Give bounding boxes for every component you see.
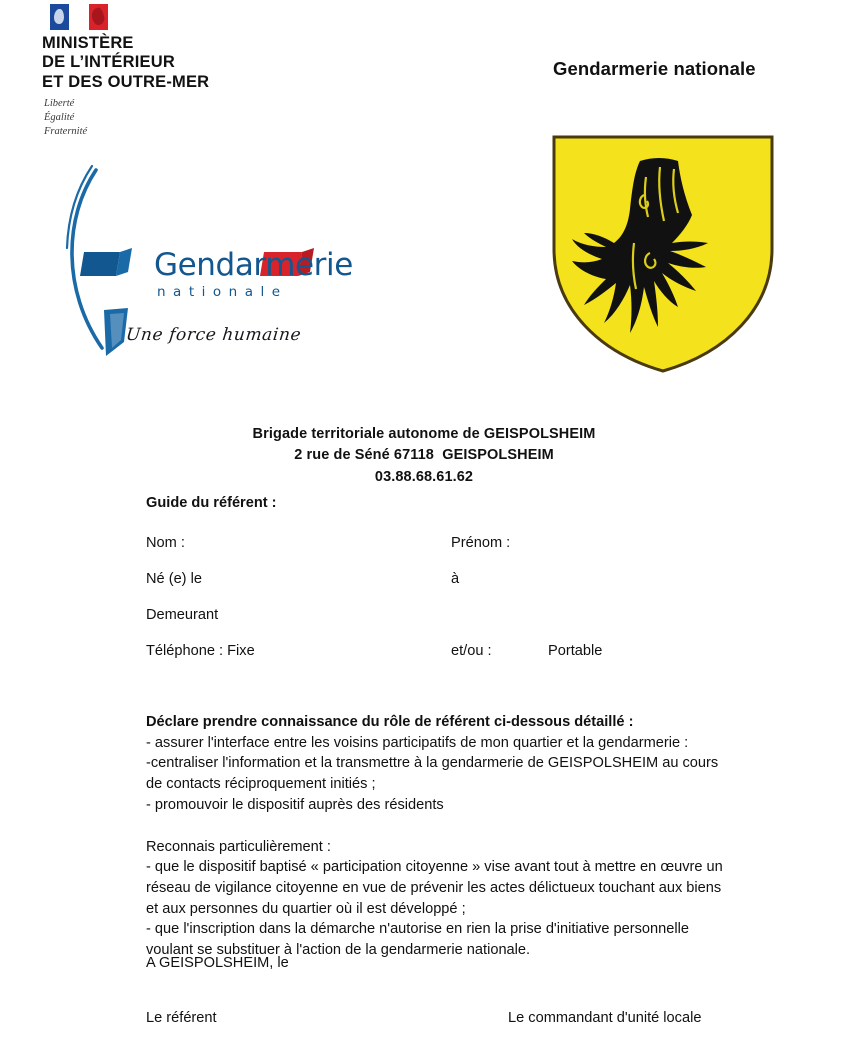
acknowledgement-line-4: - que l'inscription dans la démarche n'autorise en rien la prise d'initiative personnelle: [146, 921, 689, 938]
label-demeurant: Demeurant: [146, 607, 219, 623]
label-portable: Portable: [548, 643, 603, 659]
label-a: à: [451, 571, 460, 587]
corps-title: Gendarmerie nationale: [553, 58, 756, 79]
form-row-telephone: [146, 643, 786, 679]
declaration-line-4: - promouvoir le dispositif auprès des résidents: [146, 796, 444, 813]
label-ne-le: Né (e) le: [146, 571, 202, 587]
signature-label-commandant: Le commandant d'unité locale: [508, 1010, 702, 1026]
paragraph-spacer: [146, 816, 806, 837]
form-heading: Guide du référent :: [146, 495, 277, 511]
form-row-nom: [146, 535, 786, 571]
label-nom: Nom :: [146, 535, 185, 551]
acknowledgement-line-1: - que le dispositif baptisé « participation citoyenne » vise avant tout à mettre en œuvre un: [146, 859, 723, 876]
ministry-name-line-1: MINISTÈRE: [42, 34, 134, 52]
shield-icon: [548, 133, 778, 375]
gendarmerie-tagline: Une force humaine: [124, 325, 303, 345]
ministry-name-line-3: ET DES OUTRE-MER: [42, 72, 210, 91]
flag-band-blue: [50, 4, 69, 30]
referent-form: [146, 495, 786, 679]
label-et-ou: et/ou :: [451, 643, 492, 659]
marianne-french-flag-icon: [50, 4, 108, 30]
declaration-line-2: -centraliser l'information et la transmettre à la gendarmerie de GEISPOLSHEIM au cours: [146, 755, 719, 772]
form-row-demeurant: [146, 607, 786, 643]
declaration-heading: Déclare prendre connaissance du rôle de référent ci-dessous détaillé :: [146, 714, 634, 730]
republic-motto: [44, 97, 272, 139]
flag-band-white: [69, 4, 88, 30]
brigade-name: Brigade territoriale autonome de GEISPOLSHEIM: [252, 426, 596, 442]
flag-band-red: [89, 4, 108, 30]
acknowledgement-line-3: et aux personnes du quartier où il est développé ;: [146, 900, 466, 917]
declaration-line-1: - assurer l'interface entre les voisins participatifs de mon quartier et la gendarmerie :: [146, 734, 689, 751]
ministry-name-line-2: DE L’INTÉRIEUR: [42, 53, 175, 72]
label-prenom: Prénom :: [451, 535, 511, 551]
signature-label-referent: Le référent: [146, 1010, 217, 1026]
acknowledgement-heading: Reconnais particulièrement :: [146, 838, 331, 855]
gendarmerie-logo: [58, 160, 358, 370]
coat-of-arms-geispolsheim: [548, 133, 778, 375]
ministry-branding-block: [42, 4, 272, 138]
brigade-phone: 03.88.68.61.62: [374, 468, 474, 485]
place-and-date-line: A GEISPOLSHEIM, le: [146, 955, 289, 971]
motto-fraternite: Fraternité: [44, 125, 88, 137]
acknowledgement-line-5: voulant se substituer à l'action de la gendarmerie nationale.: [146, 942, 531, 959]
label-telephone-fixe: Téléphone : Fixe: [146, 643, 255, 659]
brigade-address-block: [0, 424, 848, 488]
gendarmerie-subtitle: nationale: [157, 284, 288, 300]
declaration-line-3: de contacts réciproquement initiés ;: [146, 776, 376, 793]
gendarmerie-wordmark: Gendarmerie: [154, 247, 353, 283]
brigade-street: 2 rue de Séné 67118 GEISPOLSHEIM: [294, 447, 554, 464]
motto-liberte: Liberté: [44, 97, 75, 109]
motto-egalite: Égalité: [44, 111, 75, 123]
acknowledgement-line-2: réseau de vigilance citoyenne en vue de prévenir les actes délictueux touchant aux biens: [146, 880, 722, 897]
declaration-body: [146, 712, 806, 961]
form-row-naissance: [146, 571, 786, 607]
ministry-name: [42, 34, 272, 92]
